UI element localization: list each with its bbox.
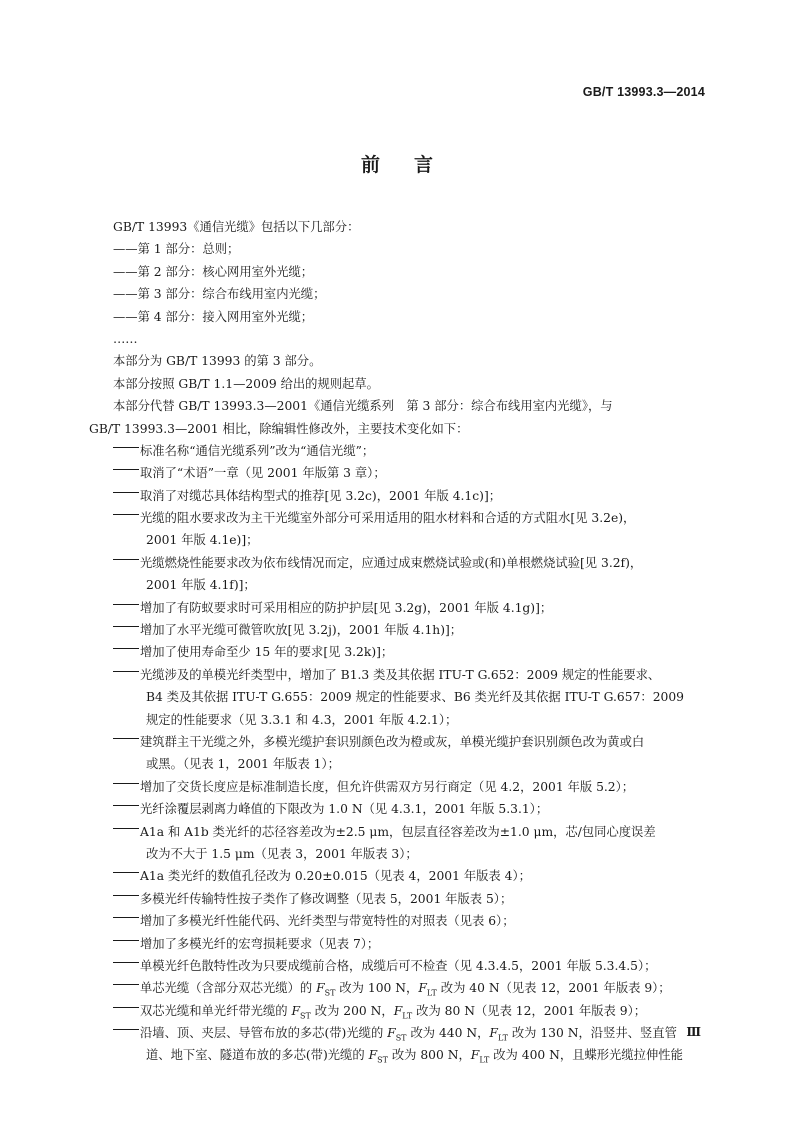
em-dash — [113, 828, 139, 829]
page-number: Ⅲ — [686, 1025, 701, 1039]
change-text: 标准名称“通信光缆系列”改为“通信光缆”； — [140, 443, 375, 458]
em-dash — [113, 671, 139, 672]
change-text: 取消了“术语”一章（见 2001 年版第 3 章）； — [140, 466, 386, 481]
title-char-1: 前 — [360, 154, 380, 176]
change-item-continuation — [89, 574, 705, 596]
change-text: 或黑。（见表 1，2001 年版表 1）； — [146, 757, 340, 772]
change-item — [89, 597, 705, 619]
change-item-continuation — [89, 709, 705, 731]
change-item — [89, 798, 705, 820]
change-item-continuation — [89, 1044, 705, 1066]
change-text: 2001 年版 4.1e)]； — [146, 533, 259, 548]
change-text: 增加了使用寿命至少 15 年的要求[见 3.2k)]； — [140, 645, 394, 660]
em-dash — [113, 514, 139, 515]
part-list-item: ——第 2 部分：核心网用室外光缆； — [113, 264, 314, 279]
change-text: 增加了有防蚁要求时可采用相应的防护护层[见 3.2g)，2001 年版 4.1g)]； — [140, 600, 553, 615]
change-item — [89, 865, 705, 887]
change-item — [89, 619, 705, 641]
em-dash — [113, 805, 139, 806]
em-dash — [113, 492, 139, 493]
change-item — [89, 821, 705, 843]
change-item — [89, 910, 705, 932]
change-item — [89, 955, 705, 977]
change-text: 双芯光缆和单光纤带光缆的 $F_{ST}$ 改为 200 N，$F_{LT}$ 改为 80 N（见表 12，2001 年版表 9）； — [140, 1003, 647, 1021]
change-item — [89, 552, 705, 574]
change-item — [89, 664, 705, 686]
change-item — [89, 440, 705, 462]
change-item — [89, 462, 705, 484]
em-dash — [113, 559, 139, 560]
em-dash — [113, 469, 139, 470]
part-list-item: ——第 4 部分：接入网用室外光缆； — [113, 309, 314, 324]
change-item — [89, 776, 705, 798]
em-dash — [113, 648, 139, 649]
change-text: 多模光纤传输特性按子类作了修改调整（见表 5，2001 年版表 5）； — [140, 891, 513, 906]
part-list-item: ——第 3 部分：综合布线用室内光缆； — [113, 287, 326, 302]
paragraph-line: GB/T 13993.3—2001 相比，除编辑性修改外，主要技术变化如下： — [89, 421, 469, 436]
intro-line: GB/T 13993《通信光缆》包括以下几部分： — [113, 220, 360, 234]
change-text: 光纤涂覆层剥离力峰值的下限改为 1.0 N（见 4.3.1，2001 年版 5.3.1）； — [140, 802, 549, 817]
change-text: 光缆的阻水要求改为主干光缆室外部分可采用适用的阻水材料和合适的方式阻水[见 3.2e)， — [140, 511, 636, 526]
change-text: A1a 类光纤的数值孔径改为 0.20±0.015（见表 4，2001 年版表 4）； — [140, 869, 531, 884]
paragraph-line: 本部分按照 GB/T 1.1—2009 给出的规则起草。 — [113, 376, 379, 391]
part-list-item: ——第 1 部分：总则； — [113, 242, 240, 257]
change-item — [89, 641, 705, 663]
page-title — [0, 150, 794, 177]
change-item-continuation — [89, 686, 705, 708]
change-text: 建筑群主干光缆之外，多模光缆护套识别颜色改为橙或灰，单模光缆护套识别颜色改为黄或白 — [140, 734, 645, 749]
document-body — [89, 216, 705, 1067]
change-text: 光缆涉及的单模光纤类型中，增加了 B1.3 类及其依据 ITU-T G.652：2009 规定的性能要求、 — [140, 667, 661, 682]
change-text: 取消了对缆芯具体结构型式的推荐[见 3.2c)，2001 年版 4.1c)]； — [140, 488, 502, 503]
em-dash — [113, 984, 139, 985]
em-dash — [113, 604, 139, 605]
change-item — [89, 485, 705, 507]
change-item — [89, 977, 705, 999]
change-item-continuation — [89, 753, 705, 775]
change-text: 沿墙、顶、夹层、导管布放的多芯(带)光缆的 $F_{ST}$ 改为 440 N，$F_{LT}$ 改为 130 N，沿竖井、竖直管 — [140, 1026, 677, 1043]
em-dash — [113, 872, 139, 873]
change-text: 单模光纤色散特性改为只要成缆前合格，成缆后可不检查（见 4.3.4.5，2001 年版 5.3.4.5）； — [140, 958, 657, 973]
change-text: 增加了多模光纤的宏弯损耗要求（见表 7）； — [140, 936, 380, 951]
change-item — [89, 731, 705, 753]
change-item-continuation — [89, 529, 705, 551]
change-text: 改为不大于 1.5 μm（见表 3，2001 年版表 3）； — [146, 846, 418, 861]
change-text: 规定的性能要求（见 3.3.1 和 4.3，2001 年版 4.2.1）； — [146, 712, 458, 727]
em-dash — [113, 738, 139, 739]
change-item — [89, 1000, 705, 1022]
em-dash — [113, 917, 139, 918]
change-text: 单芯光缆（含部分双芯光缆）的 $F_{ST}$ 改为 100 N，$F_{LT}$ 改为 40 N（见表 12，2001 年版表 9）； — [140, 981, 671, 998]
em-dash — [113, 626, 139, 627]
change-item — [89, 1022, 705, 1044]
em-dash — [113, 783, 139, 784]
change-item-continuation — [89, 843, 705, 865]
title-char-2: 言 — [414, 154, 434, 176]
change-text: 增加了水平光缆可微管吹放[见 3.2j)，2001 年版 4.1h)]； — [140, 623, 463, 638]
change-text: A1a 和 A1b 类光纤的芯径容差改为±2.5 μm，包层直径容差改为±1.0 μm，芯/包同心度误差 — [140, 824, 656, 839]
change-text: 光缆燃烧性能要求改为依布线情况而定，应通过成束燃烧试验或(和)单根燃烧试验[见 3.2f)， — [140, 555, 643, 570]
em-dash — [113, 895, 139, 896]
em-dash — [113, 447, 139, 448]
paragraph-line: 本部分为 GB/T 13993 的第 3 部分。 — [113, 354, 322, 369]
change-item — [89, 507, 705, 529]
change-item — [89, 933, 705, 955]
change-text: B4 类及其依据 ITU-T G.655：2009 规定的性能要求、B6 类光纤及其依据 ITU-T G.657：2009 — [146, 690, 684, 705]
change-text: 增加了多模光纤性能代码、光纤类型与带宽特性的对照表（见表 6）； — [140, 914, 515, 929]
changes-list — [89, 440, 705, 1067]
change-item — [89, 888, 705, 910]
em-dash — [113, 962, 139, 963]
change-text: 增加了交货长度应是标准制造长度，但允许供需双方另行商定（见 4.2，2001 年版 5.2）； — [140, 779, 635, 794]
em-dash — [113, 1007, 139, 1008]
em-dash — [113, 940, 139, 941]
change-text: 2001 年版 4.1f)]； — [146, 578, 256, 593]
change-text: 道、地下室、隧道布放的多芯(带)光缆的 $F_{ST}$ 改为 800 N，$F_{LT}$ 改为 400 N，且蝶形光缆拉伸性能 — [146, 1048, 683, 1065]
ellipsis: …… — [113, 331, 138, 346]
standard-number: GB/T 13993.3—2014 — [582, 85, 705, 99]
paragraph-line: 本部分代替 GB/T 13993.3—2001《通信光缆系列 第 3 部分：综合布线用室内光缆》，与 — [113, 399, 613, 414]
em-dash — [113, 1029, 139, 1030]
